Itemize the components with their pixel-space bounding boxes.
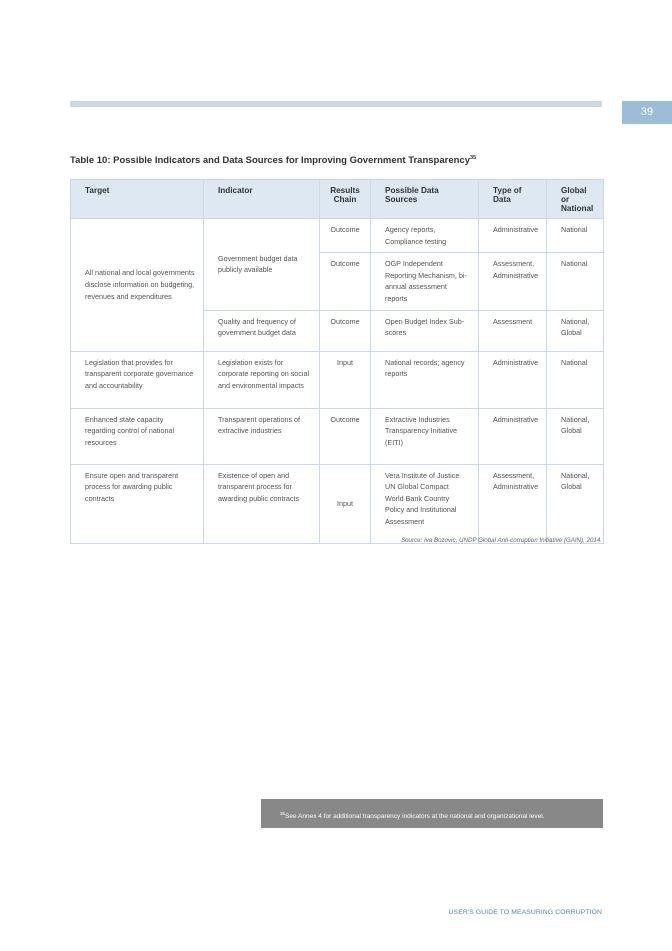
cell-target: Ensure open and transparent process for awarding public contracts	[71, 464, 204, 543]
table-source: Source: Iva Bozovic, UNDP Global Anti-corruption Initiative (GAIN), 2014.	[400, 537, 602, 544]
table-header-row	[71, 180, 604, 219]
data-source-line: World Bank Country Policy and Institutional Assessment	[385, 493, 457, 526]
indicators-table	[70, 179, 604, 544]
cell-target: Enhanced state capacity regarding control of national resources	[71, 408, 204, 464]
caption-footnote-mark: 35	[470, 155, 477, 161]
cell-scope: National, Global	[547, 310, 604, 351]
footnote-box	[261, 799, 603, 828]
cell-data-sources: OGP Independent Reporting Mechanism, bi-annual assessment reports	[371, 253, 479, 310]
cell-indicator: Transparent operations of extractive industries	[204, 408, 320, 464]
cell-type-of-data: Assessment, Administrative	[479, 464, 547, 543]
caption-text: Table 10: Possible Indicators and Data Sources for Improving Government Transparency	[70, 155, 470, 167]
table-caption	[70, 155, 476, 166]
cell-data-sources	[371, 464, 479, 543]
cell-target: Legislation that provides for transparent corporate governance and accountability	[71, 351, 204, 408]
data-source-line: UN Global Compact	[385, 482, 449, 492]
cell-data-sources: Agency reports, Compliance testing	[371, 219, 479, 253]
cell-data-sources: National records; agency reports	[371, 351, 479, 408]
data-source-line: Vera Institute of Justice	[385, 470, 460, 480]
cell-data-sources: Extractive Industries Transparency Initiative (EITI)	[371, 408, 479, 464]
cell-type-of-data: Administrative	[479, 408, 547, 464]
cell-indicator: Government budget data publicly available	[204, 219, 320, 311]
cell-scope: National	[547, 219, 604, 253]
cell-indicator: Existence of open and transparent process for awarding public contracts	[204, 464, 320, 543]
table-row	[71, 219, 604, 253]
cell-results-chain: Input	[320, 464, 371, 543]
cell-results-chain: Outcome	[320, 408, 371, 464]
cell-indicator: Legislation exists for corporate reporting on social and environmental impacts	[204, 351, 320, 408]
header-results-chain: Results Chain	[320, 180, 371, 219]
cell-type-of-data: Assessment, Administrative	[479, 253, 547, 310]
cell-type-of-data: Administrative	[479, 219, 547, 253]
cell-results-chain: Outcome	[320, 253, 371, 310]
table-row	[71, 464, 604, 543]
header-rule	[70, 101, 602, 107]
running-footer: USER'S GUIDE TO MEASURING CORRUPTION	[448, 909, 602, 916]
cell-data-sources: Open Budget Index Sub-scores	[371, 310, 479, 351]
cell-results-chain: Outcome	[320, 219, 371, 253]
cell-type-of-data: Administrative	[479, 351, 547, 408]
cell-scope: National	[547, 351, 604, 408]
cell-scope: National	[547, 253, 604, 310]
cell-results-chain: Input	[320, 351, 371, 408]
table-row	[71, 351, 604, 408]
header-indicator: Indicator	[204, 180, 320, 219]
cell-scope: National, Global	[547, 408, 604, 464]
header-target: Target	[71, 180, 204, 219]
cell-indicator: Quality and frequency of government budget data	[204, 310, 320, 351]
header-data-sources: Possible Data Sources	[371, 180, 479, 219]
header-global-national: Global or National	[547, 180, 604, 219]
cell-results-chain: Outcome	[320, 310, 371, 351]
cell-type-of-data: Assessment	[479, 310, 547, 351]
footnote-text: See Annex 4 for additional transparency indicators at the national and organizational level.	[285, 813, 545, 821]
cell-target: All national and local governments disclose information on budgeting, revenues and expenditures	[71, 219, 204, 352]
page-number: 39	[622, 101, 672, 124]
footnote-mark: 35	[280, 811, 286, 816]
table-row	[71, 408, 604, 464]
header-type-of-data: Type of Data	[479, 180, 547, 219]
cell-scope: National, Global	[547, 464, 604, 543]
